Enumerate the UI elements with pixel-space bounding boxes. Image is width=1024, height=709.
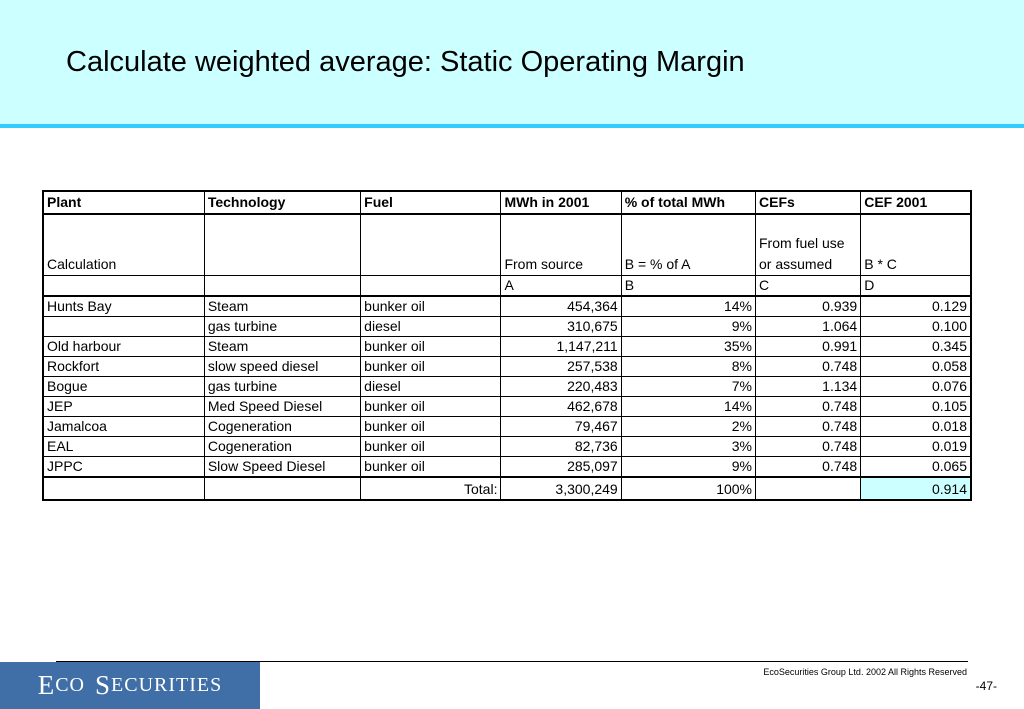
technology-cell: Med Speed Diesel	[204, 397, 360, 417]
mwh-cell: 285,097	[501, 457, 621, 478]
cef2001-cell: 0.105	[861, 397, 971, 417]
calc-cell: From fuel use or assumed	[756, 214, 861, 276]
fuel-cell: bunker oil	[361, 457, 501, 478]
mwh-cell: 1,147,211	[501, 337, 621, 357]
cefs-cell: 0.748	[756, 457, 861, 478]
pct-cell: 14%	[621, 397, 755, 417]
cefs-cell: 0.748	[756, 357, 861, 377]
technology-cell: Cogeneration	[204, 417, 360, 437]
pct-cell: 14%	[621, 296, 755, 317]
cefs-cell: 0.748	[756, 417, 861, 437]
plant-cell: Rockfort	[43, 357, 204, 377]
letter-cell	[204, 276, 360, 297]
cefs-cell: 1.134	[756, 377, 861, 397]
pct-cell: 2%	[621, 417, 755, 437]
fuel-cell: diesel	[361, 377, 501, 397]
plant-cell: JPPC	[43, 457, 204, 478]
technology-cell: Cogeneration	[204, 437, 360, 457]
cefs-cell: 0.991	[756, 337, 861, 357]
calc-cell: Calculation	[43, 214, 204, 276]
letter-cell: C	[756, 276, 861, 297]
cef2001-cell: 0.058	[861, 357, 971, 377]
table-row	[43, 357, 971, 377]
empty-cell	[43, 477, 204, 500]
calc-cell: B = % of A	[621, 214, 755, 276]
page-number: -47-	[975, 679, 997, 693]
calculation-row	[43, 214, 971, 276]
total-label: Total:	[361, 477, 501, 500]
plant-cell: Jamalcoa	[43, 417, 204, 437]
fuel-cell: bunker oil	[361, 437, 501, 457]
technology-cell: gas turbine	[204, 317, 360, 337]
header-cell: MWh in 2001	[501, 191, 621, 214]
cefs-cell: 0.939	[756, 296, 861, 317]
cef2001-cell: 0.065	[861, 457, 971, 478]
fuel-cell: bunker oil	[361, 296, 501, 317]
cefs-cell: 0.748	[756, 437, 861, 457]
table-row	[43, 296, 971, 317]
mwh-cell: 310,675	[501, 317, 621, 337]
pct-cell: 7%	[621, 377, 755, 397]
mwh-cell: 462,678	[501, 397, 621, 417]
cef2001-cell: 0.019	[861, 437, 971, 457]
total-row	[43, 477, 971, 500]
pct-cell: 9%	[621, 317, 755, 337]
plant-cell: Hunts Bay	[43, 296, 204, 317]
plant-cell: EAL	[43, 437, 204, 457]
plant-cell: JEP	[43, 397, 204, 417]
copyright-notice: EcoSecurities Group Ltd. 2002 All Rights Reserved	[763, 667, 967, 677]
cef2001-cell: 0.345	[861, 337, 971, 357]
header-cell: CEFs	[756, 191, 861, 214]
table-row	[43, 337, 971, 357]
calc-cell: From source	[501, 214, 621, 276]
table-row	[43, 417, 971, 437]
pct-cell: 3%	[621, 437, 755, 457]
calc-cell	[361, 214, 501, 276]
slide-title: Calculate weighted average: Static Operating Margin	[66, 46, 745, 78]
technology-cell: Steam	[204, 337, 360, 357]
cef2001-cell: 0.100	[861, 317, 971, 337]
fuel-cell: bunker oil	[361, 397, 501, 417]
fuel-cell: diesel	[361, 317, 501, 337]
cefs-cell: 1.064	[756, 317, 861, 337]
mwh-cell: 79,467	[501, 417, 621, 437]
header-row	[43, 191, 971, 214]
table-row	[43, 397, 971, 417]
cef2001-cell: 0.129	[861, 296, 971, 317]
fuel-cell: bunker oil	[361, 357, 501, 377]
letter-cell	[43, 276, 204, 297]
empty-cell	[756, 477, 861, 500]
table-row	[43, 437, 971, 457]
total-pct: 100%	[621, 477, 755, 500]
technology-cell: gas turbine	[204, 377, 360, 397]
letter-cell: B	[621, 276, 755, 297]
operating-margin-table	[42, 190, 972, 501]
header-cell: CEF 2001	[861, 191, 971, 214]
technology-cell: Slow Speed Diesel	[204, 457, 360, 478]
fuel-cell: bunker oil	[361, 417, 501, 437]
cef2001-cell: 0.018	[861, 417, 971, 437]
table-row	[43, 457, 971, 478]
total-cef2001: 0.914	[861, 477, 971, 500]
letter-cell: A	[501, 276, 621, 297]
total-mwh: 3,300,249	[501, 477, 621, 500]
table-row	[43, 317, 971, 337]
calc-cell	[204, 214, 360, 276]
technology-cell: Steam	[204, 296, 360, 317]
header-cell: Technology	[204, 191, 360, 214]
header-cell: Plant	[43, 191, 204, 214]
letter-cell: D	[861, 276, 971, 297]
mwh-cell: 454,364	[501, 296, 621, 317]
pct-cell: 35%	[621, 337, 755, 357]
fuel-cell: bunker oil	[361, 337, 501, 357]
header-cell: % of total MWh	[621, 191, 755, 214]
cef2001-cell: 0.076	[861, 377, 971, 397]
calc-cell: B * C	[861, 214, 971, 276]
cefs-cell: 0.748	[756, 397, 861, 417]
mwh-cell: 220,483	[501, 377, 621, 397]
letter-cell	[361, 276, 501, 297]
table-row	[43, 377, 971, 397]
plant-cell	[43, 317, 204, 337]
plant-cell: Old harbour	[43, 337, 204, 357]
header-rule	[0, 124, 1024, 128]
header-cell: Fuel	[361, 191, 501, 214]
ecosecurities-logo: E CO S ECURITIES	[0, 662, 260, 709]
letter-row	[43, 276, 971, 297]
empty-cell	[204, 477, 360, 500]
plant-cell: Bogue	[43, 377, 204, 397]
mwh-cell: 257,538	[501, 357, 621, 377]
pct-cell: 8%	[621, 357, 755, 377]
mwh-cell: 82,736	[501, 437, 621, 457]
pct-cell: 9%	[621, 457, 755, 478]
technology-cell: slow speed diesel	[204, 357, 360, 377]
